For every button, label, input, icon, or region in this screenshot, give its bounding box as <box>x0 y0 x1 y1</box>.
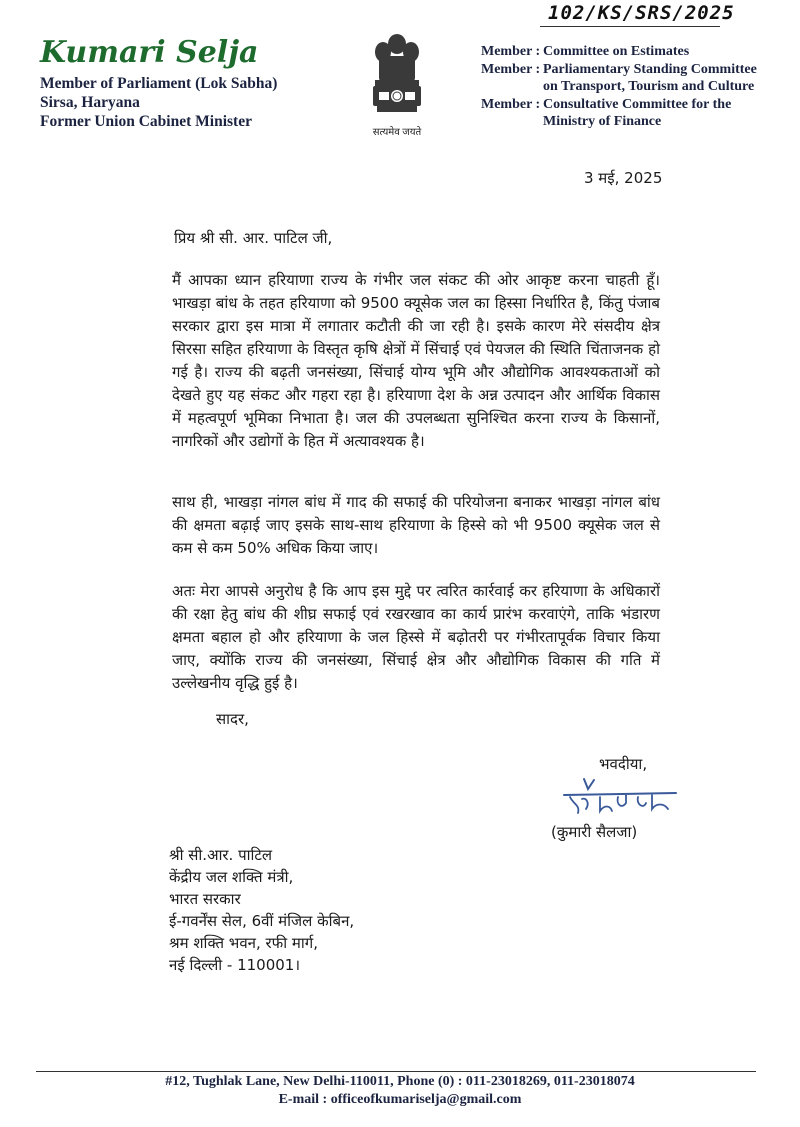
handwritten-signature <box>560 775 680 824</box>
sender-designation: Member of Parliament (Lok Sabha) <box>40 75 278 92</box>
signer-name: (कुमारी सैलजा) <box>551 823 638 841</box>
address-line: भारत सरकार <box>169 890 241 908</box>
footer-address: #12, Tughlak Lane, New Delhi-110011, Phone (0) : 011-23018269, 011-23018074 <box>165 1074 635 1089</box>
sender-former-role: Former Union Cabinet Minister <box>40 113 252 130</box>
footer-email: E-mail : officeofkumariselja@gmail.com <box>278 1092 522 1107</box>
membership-2-cont <box>481 78 763 96</box>
closing: सादर, <box>216 710 249 728</box>
signature-icon <box>560 775 680 819</box>
address-line: नई दिल्ली - 110001। <box>169 956 301 974</box>
body-paragraph-1: मैं आपका ध्यान हरियाणा राज्य के गंभीर जल संकट की ओर आकृष्ट करना चाहती हूँ। भाखड़ा बांध के तहत हरियाणा को 9500 क्यूसेक जल का हिस्सा निर्धारित है, किंतु पंजाब सरकार द्वारा इस मात्रा में लगातार कटौती की जा रही है। इसके कारण मेरे संसदीय क्षेत्र सिरसा सहित हरियाणा के विस्तृत कृषि क्षेत्रों में सिंचाई एवं पेयजल की स्थिति चिंताजनक हो गई है। राज्य की बढ़ती जनसंख्या, सिंचाई योग्य भूमि और औद्योगिक आवश्यकताओं को देखते हुए यह संकट और गहरा रहा है। हरियाणा देश के अन्न उत्पादन और आर्थिक विकास में महत्वपूर्ण भूमिका निभाता है। जल की उपलब्धता सुनिश्चित करना राज्य के किसानों, नागरिकों और उद्योगों के हित में अत्यावश्यक है। <box>172 271 660 450</box>
membership-3-cont <box>481 113 763 131</box>
sign-off: भवदीया, <box>599 755 648 773</box>
sender-name-logo: Kumari Selja <box>40 35 259 70</box>
state-emblem <box>362 30 432 138</box>
emblem-motto: सत्यमेव जयते <box>372 127 422 138</box>
sender-constituency: Sirsa, Haryana <box>40 94 140 111</box>
membership-label: Member : <box>481 44 541 59</box>
letterhead-left <box>40 36 277 131</box>
membership-value: Parliamentary Standing Committee <box>543 61 757 77</box>
address-line: श्रम शक्ति भवन, रफी मार्ग, <box>169 934 318 952</box>
reference-underline <box>540 26 720 27</box>
letter-date: 3 मई, 2025 <box>584 169 663 187</box>
footer-divider <box>36 1071 756 1072</box>
address-line: केंद्रीय जल शक्ति मंत्री, <box>169 868 294 886</box>
address-line: श्री सी.आर. पाटिल <box>169 846 273 864</box>
membership-2 <box>481 61 763 79</box>
membership-value: Committee on Estimates <box>543 44 690 59</box>
membership-value: Ministry of Finance <box>543 114 662 129</box>
recipient-address <box>169 844 354 976</box>
membership-label: Member : <box>481 96 541 112</box>
letterhead-memberships <box>481 43 763 131</box>
salutation: प्रिय श्री सी. आर. पाटिल जी, <box>174 229 333 247</box>
lion-capital-icon <box>367 30 427 122</box>
membership-label: Member : <box>481 61 541 77</box>
membership-value: on Transport, Tourism and Culture <box>543 79 755 94</box>
body-paragraph-2: साथ ही, भाखड़ा नांगल बांध में गाद की सफाई की परियोजना बनाकर भाखड़ा नांगल बांध की क्षमता बढ़ाई जाए इसके साथ-साथ हरियाणा के हिस्से को भी 9500 क्यूसेक जल से कम से कम 50% अधिक किया जाए। <box>172 493 660 557</box>
membership-1 <box>481 43 763 61</box>
membership-3 <box>481 96 763 114</box>
body-paragraph-3: अतः मेरा आपसे अनुरोध है कि आप इस मुद्दे पर त्वरित कार्रवाई कर हरियाणा के अधिकारों की रक्षा हेतु बांध की शीघ्र सफाई एवं रखरखाव का कार्य प्रारंभ करवाएंगे, ताकि भंडारण क्षमता बहाल हो और हरियाणा के जल हिस्से में बढ़ोतरी पर गंभीरतापूर्वक विचार किया जाए, क्योंकि राज्य की जनसंख्या, सिंचाई क्षेत्र और औद्योगिक विकास की गति में उल्लेखनीय वृद्धि हुई है। <box>172 582 660 692</box>
membership-value: Consultative Committee for the <box>543 96 732 112</box>
address-line: ई-गवर्नेंस सेल, 6वीं मंजिल केबिन, <box>169 912 355 930</box>
reference-number: 102/KS/SRS/2025 <box>548 2 735 24</box>
